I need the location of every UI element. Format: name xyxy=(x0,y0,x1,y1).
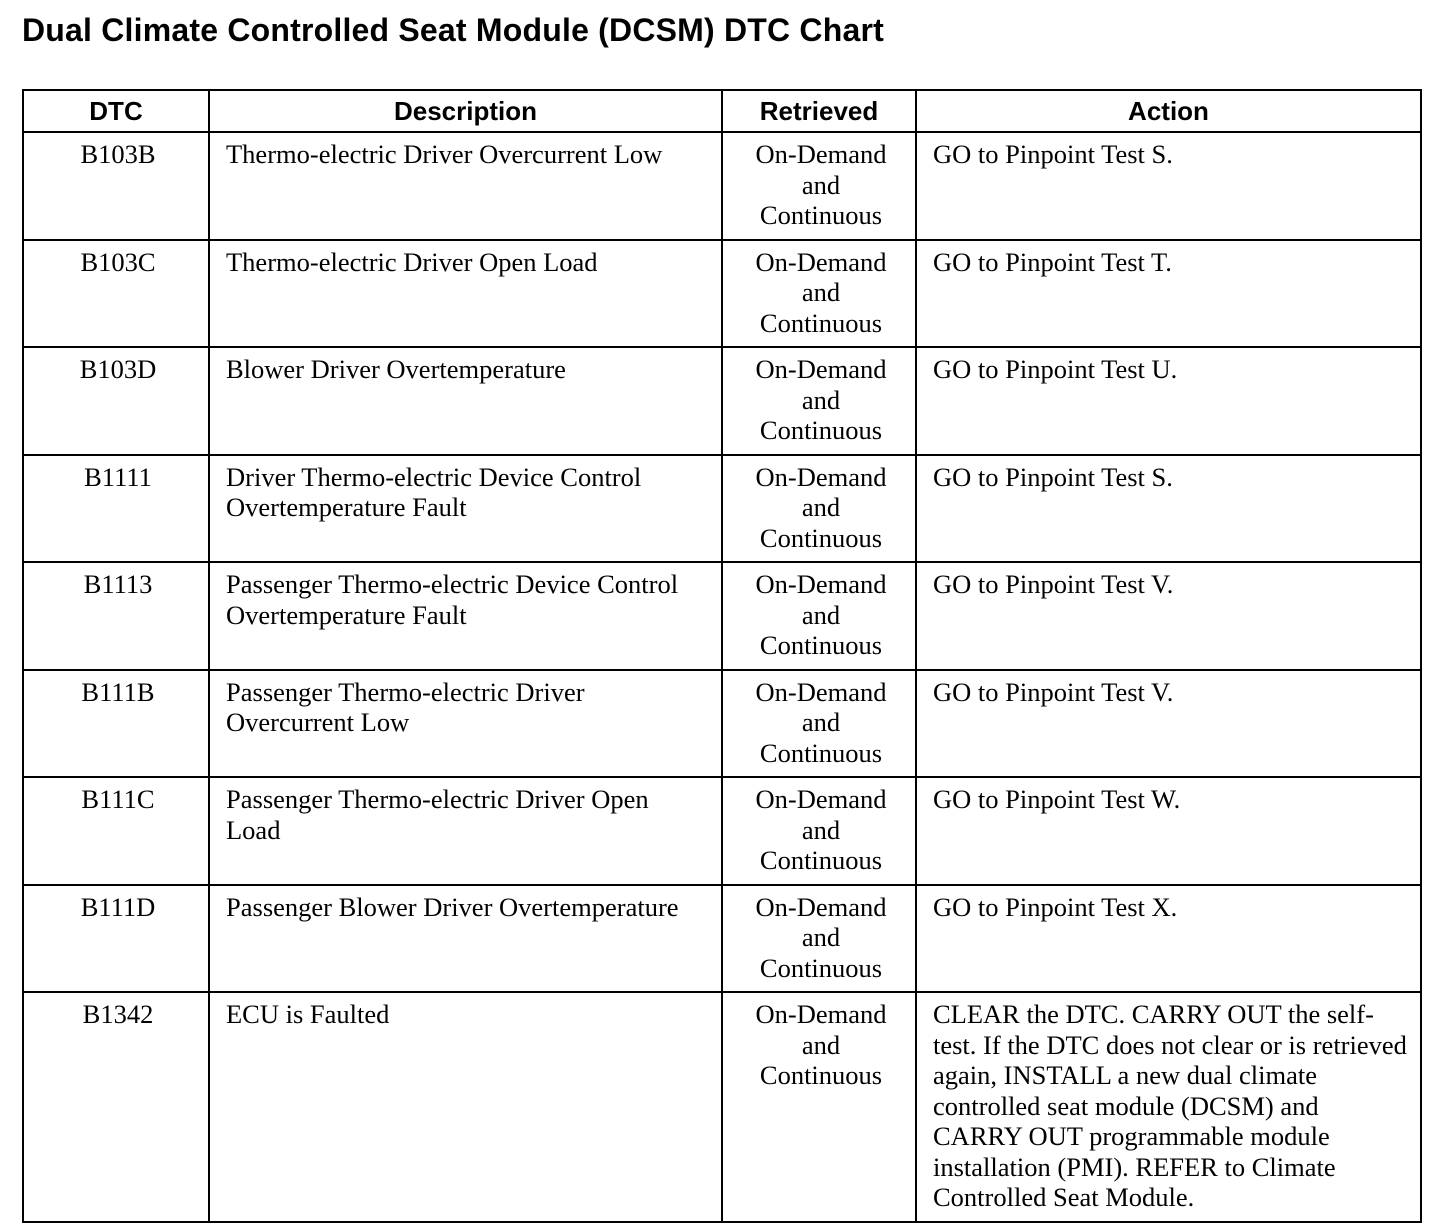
retrieved-line: Continuous xyxy=(759,200,883,230)
retrieved-line: On-Demand xyxy=(755,891,887,922)
dtc-code: B111B xyxy=(23,670,209,778)
dtc-description: Passenger Blower Driver Overtemperature xyxy=(209,885,722,993)
dtc-action: GO to Pinpoint Test X. xyxy=(916,885,1421,993)
retrieved-line: On-Demand xyxy=(755,246,887,277)
table-header-row xyxy=(23,90,1421,132)
retrieved-line: On-Demand xyxy=(755,139,887,169)
dtc-retrieved xyxy=(722,562,916,670)
table-row xyxy=(23,455,1421,563)
retrieved-line: and xyxy=(801,1029,841,1060)
table-row xyxy=(23,670,1421,778)
dtc-description: ECU is Faulted xyxy=(209,992,722,1222)
dtc-action: GO to Pinpoint Test V. xyxy=(916,562,1421,670)
dtc-description: Thermo-electric Driver Overcurrent Low xyxy=(209,132,722,240)
dtc-code: B111C xyxy=(23,777,209,885)
dtc-description: Passenger Thermo-electric Device Control Overtemperature Fault xyxy=(209,562,722,670)
table-row xyxy=(23,132,1421,240)
dtc-retrieved xyxy=(722,885,916,993)
retrieved-line: and xyxy=(801,922,841,952)
retrieved-line: Continuous xyxy=(759,522,883,553)
retrieved-line: and xyxy=(801,707,841,737)
retrieved-line: and xyxy=(801,814,841,845)
column-header-action: Action xyxy=(916,90,1421,132)
column-header-description: Description xyxy=(209,90,722,132)
dtc-retrieved xyxy=(722,347,916,455)
retrieved-line: and xyxy=(801,599,841,630)
retrieved-line: and xyxy=(801,384,841,415)
table-row xyxy=(23,885,1421,993)
dtc-action: GO to Pinpoint Test S. xyxy=(916,455,1421,563)
dtc-action: GO to Pinpoint Test V. xyxy=(916,670,1421,778)
dtc-description: Blower Driver Overtemperature xyxy=(209,347,722,455)
column-header-dtc: DTC xyxy=(23,90,209,132)
dtc-table xyxy=(22,89,1422,1223)
dtc-description: Thermo-electric Driver Open Load xyxy=(209,240,722,348)
retrieved-line: Continuous xyxy=(759,1060,883,1090)
dtc-description: Passenger Thermo-electric Driver Open Load xyxy=(209,777,722,885)
dtc-code: B103D xyxy=(23,347,209,455)
dtc-retrieved xyxy=(722,455,916,563)
retrieved-line: and xyxy=(801,492,841,522)
retrieved-line: and xyxy=(801,169,841,200)
retrieved-line: On-Demand xyxy=(755,999,887,1029)
column-header-retrieved: Retrieved xyxy=(722,90,916,132)
retrieved-line: Continuous xyxy=(759,737,883,768)
retrieved-line: On-Demand xyxy=(755,676,887,707)
retrieved-line: Continuous xyxy=(759,307,883,338)
dtc-code: B103B xyxy=(23,132,209,240)
dtc-action: GO to Pinpoint Test W. xyxy=(916,777,1421,885)
dtc-action: GO to Pinpoint Test S. xyxy=(916,132,1421,240)
retrieved-line: On-Demand xyxy=(755,784,887,814)
dtc-action: GO to Pinpoint Test T. xyxy=(916,240,1421,348)
dtc-retrieved xyxy=(722,132,916,240)
dtc-code: B1113 xyxy=(23,562,209,670)
retrieved-line: Continuous xyxy=(759,415,883,445)
dtc-code: B103C xyxy=(23,240,209,348)
retrieved-line: On-Demand xyxy=(755,354,887,384)
table-row xyxy=(23,992,1421,1222)
retrieved-line: On-Demand xyxy=(755,569,887,599)
page-title: Dual Climate Controlled Seat Module (DCSM) DTC Chart xyxy=(22,12,884,48)
retrieved-line: Continuous xyxy=(759,952,883,983)
dtc-description: Driver Thermo-electric Device Control Overtemperature Fault xyxy=(209,455,722,563)
dtc-action: CLEAR the DTC. CARRY OUT the self-test. If the DTC does not clear or is retrieved again, INSTALL a new dual climate controlled seat module (DCSM) and CARRY OUT programmable module installation (PMI). REFER to Climate Controlled Seat Module. xyxy=(916,992,1421,1222)
retrieved-line: Continuous xyxy=(759,845,883,875)
dtc-action: GO to Pinpoint Test U. xyxy=(916,347,1421,455)
table-row xyxy=(23,240,1421,348)
table-row xyxy=(23,777,1421,885)
dtc-code: B111D xyxy=(23,885,209,993)
retrieved-line: On-Demand xyxy=(755,461,887,492)
dtc-code: B1111 xyxy=(23,455,209,563)
dtc-description: Passenger Thermo-electric Driver Overcurrent Low xyxy=(209,670,722,778)
retrieved-line: Continuous xyxy=(759,630,883,660)
retrieved-line: and xyxy=(801,277,841,307)
dtc-retrieved xyxy=(722,240,916,348)
table-row xyxy=(23,347,1421,455)
dtc-retrieved xyxy=(722,777,916,885)
table-row xyxy=(23,562,1421,670)
dtc-code: B1342 xyxy=(23,992,209,1222)
dtc-retrieved xyxy=(722,670,916,778)
dtc-retrieved xyxy=(722,992,916,1222)
